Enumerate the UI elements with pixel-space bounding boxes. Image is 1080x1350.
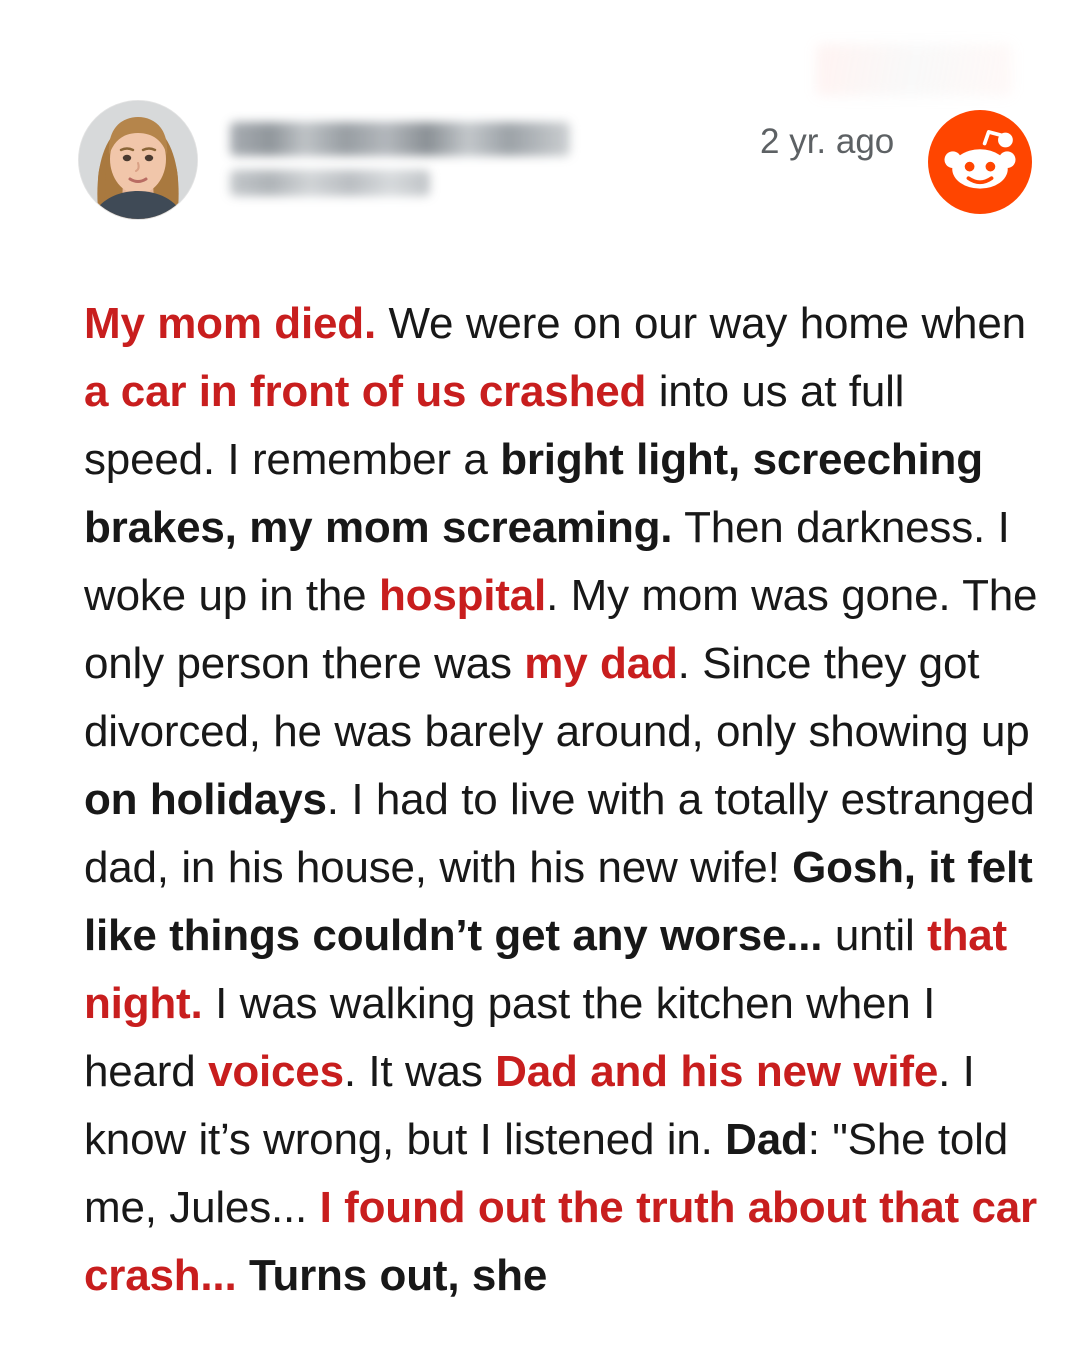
avatar[interactable] [78, 100, 198, 220]
post-header [78, 96, 1018, 228]
reddit-icon[interactable] [928, 110, 1032, 214]
text-highlight-red: my dad [524, 638, 678, 688]
text-plain: : "She told me, Jules... [84, 1114, 1009, 1232]
text-highlight-red: a car in front of us crashed [84, 366, 647, 416]
text-highlight-red: hospital [378, 570, 547, 620]
username-redacted [230, 122, 570, 156]
post-timestamp: 2 yr. ago [760, 122, 895, 161]
text-emphasis-bold: bright light, screeching brakes, my mom screaming. [84, 434, 983, 552]
text-plain: . I know it’s wrong, but I listened in. [84, 1046, 975, 1164]
text-emphasis-bold: on holidays [84, 774, 327, 824]
text-highlight-red: Dad and his new wife [495, 1046, 939, 1096]
text-plain: into us at full speed. I remember a [84, 366, 905, 484]
text-emphasis-bold: Gosh, it felt like things couldn’t get any worse... [84, 842, 1033, 960]
text-plain: We were on our way home when [375, 299, 1026, 348]
text-plain: Then darkness. I woke up in the [84, 502, 1010, 620]
text-plain: until [822, 910, 928, 960]
text-plain: . My mom was gone. The only person there was [84, 570, 1038, 688]
text-emphasis-bold: Turns out, she [249, 1250, 548, 1300]
text-highlight-red: I found out the truth about that car crash... [84, 1182, 1037, 1300]
text-emphasis-bold: Dad [725, 1114, 808, 1164]
text-highlight-red: voices [208, 1046, 344, 1096]
post-body [84, 290, 1038, 1310]
watermark-smudge [816, 44, 1012, 96]
text-plain: . Since they got divorced, he was barely around, only showing up [84, 638, 1030, 756]
byline [230, 114, 895, 210]
text-plain: . It was [343, 1046, 496, 1096]
subreddit-redacted [230, 170, 430, 196]
text-highlight-red: that night. [84, 910, 1007, 1028]
text-plain [237, 1251, 250, 1300]
text-plain: . I had to live with a totally estranged dad, in his house, with his new wife! [84, 774, 1035, 892]
text-plain: I was walking past the kitchen when I heard [84, 978, 936, 1096]
text-highlight-red: My mom died. [84, 299, 376, 348]
